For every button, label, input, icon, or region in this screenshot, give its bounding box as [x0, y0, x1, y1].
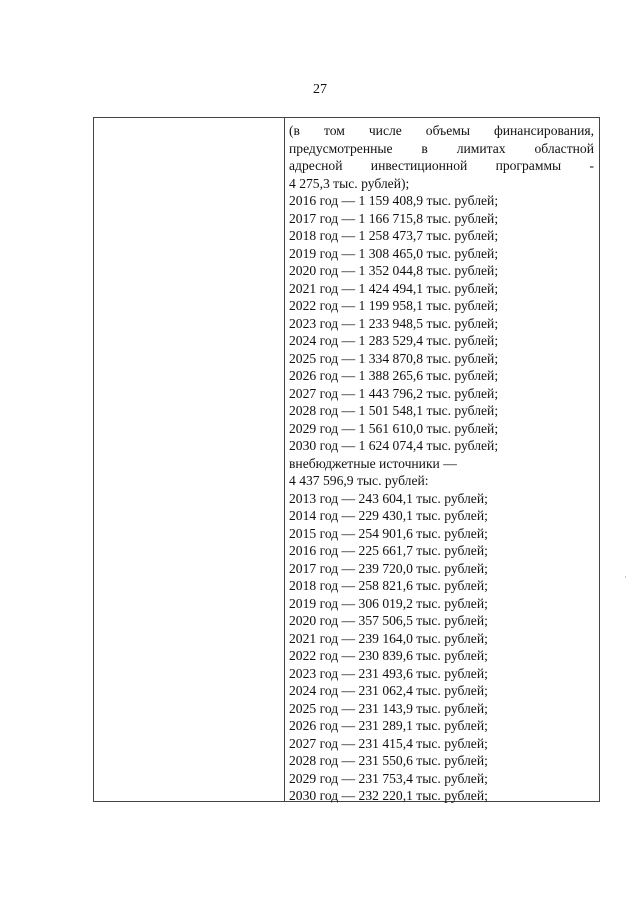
- extrabudget-year-line: 2027 год — 231 415,4 тыс. рублей;: [289, 735, 488, 751]
- budget-year-line: 2017 год — 1 166 715,8 тыс. рублей;: [289, 210, 499, 226]
- intro-line-last: 4 275,3 тыс. рублей);: [289, 175, 410, 191]
- extrabudget-year-line: 2025 год — 231 143,9 тыс. рублей;: [289, 700, 488, 716]
- extrabudget-total: 4 437 596,9 тыс. рублей:: [289, 473, 429, 488]
- extrabudget-year-line: 2022 год — 230 839,6 тыс. рублей;: [289, 648, 488, 663]
- budget-year-line: 2019 год — 1 308 465,0 тыс. рублей;: [289, 245, 499, 261]
- budget-year-line: 2028 год — 1 501 548,1 тыс. рублей;: [289, 403, 499, 418]
- budget-year-line: 2030 год — 1 624 074,4 тыс. рублей;: [289, 438, 499, 453]
- budget-year-line: 2024 год — 1 283 529,4 тыс. рублей;: [289, 333, 499, 348]
- budget-year-line: 2018 год — 1 258 473,7 тыс. рублей;: [289, 228, 499, 243]
- extrabudget-year-line: 2015 год — 254 901,6 тыс. рублей;: [289, 525, 488, 541]
- page-number: 27: [313, 82, 327, 97]
- extrabudget-year-line: 2029 год — 231 753,4 тыс. рублей;: [289, 770, 488, 786]
- intro-line: (в том числе объемы финансирования,: [289, 123, 594, 138]
- extrabudget-heading: внебюджетные источники —: [289, 455, 457, 471]
- column-divider: [284, 118, 285, 801]
- budget-year-line: 2029 год — 1 561 610,0 тыс. рублей;: [289, 420, 499, 436]
- budget-year-line: 2020 год — 1 352 044,8 тыс. рублей;: [289, 263, 499, 278]
- budget-year-line: 2023 год — 1 233 948,5 тыс. рублей;: [289, 315, 499, 331]
- budget-year-line: 2022 год — 1 199 958,1 тыс. рублей;: [289, 298, 499, 313]
- budget-year-line: 2026 год — 1 388 265,6 тыс. рублей;: [289, 368, 499, 383]
- extrabudget-year-line: 2024 год — 231 062,4 тыс. рублей;: [289, 683, 488, 698]
- budget-year-line: 2021 год — 1 424 494,1 тыс. рублей;: [289, 280, 499, 296]
- funding-table: [93, 117, 600, 802]
- budget-year-line: 2025 год — 1 334 870,8 тыс. рублей;: [289, 350, 499, 366]
- budget-year-line: 2016 год — 1 159 408,9 тыс. рублей;: [289, 193, 499, 208]
- intro-line: адресной инвестиционной программы -: [289, 158, 594, 173]
- extrabudget-year-line: 2020 год — 357 506,5 тыс. рублей;: [289, 613, 488, 628]
- extrabudget-year-line: 2019 год — 306 019,2 тыс. рублей;: [289, 595, 488, 611]
- table-cell-funding-text: [289, 122, 594, 805]
- scan-artifact-mark: ·: [624, 572, 627, 582]
- extrabudget-year-line: 2030 год — 232 220,1 тыс. рублей;: [289, 788, 488, 803]
- extrabudget-year-line: 2017 год — 239 720,0 тыс. рублей;: [289, 560, 488, 576]
- budget-year-line: 2027 год — 1 443 796,2 тыс. рублей;: [289, 385, 499, 401]
- extrabudget-year-line: 2028 год — 231 550,6 тыс. рублей;: [289, 753, 488, 768]
- extrabudget-year-line: 2014 год — 229 430,1 тыс. рублей;: [289, 508, 488, 523]
- extrabudget-year-line: 2018 год — 258 821,6 тыс. рублей;: [289, 578, 488, 593]
- intro-line: предусмотренные в лимитах областной: [289, 140, 594, 156]
- extrabudget-year-line: 2021 год — 239 164,0 тыс. рублей;: [289, 630, 488, 646]
- extrabudget-year-line: 2016 год — 225 661,7 тыс. рублей;: [289, 543, 488, 558]
- extrabudget-year-line: 2013 год — 243 604,1 тыс. рублей;: [289, 490, 488, 506]
- extrabudget-year-line: 2026 год — 231 289,1 тыс. рублей;: [289, 718, 488, 733]
- extrabudget-year-line: 2023 год — 231 493,6 тыс. рублей;: [289, 665, 488, 681]
